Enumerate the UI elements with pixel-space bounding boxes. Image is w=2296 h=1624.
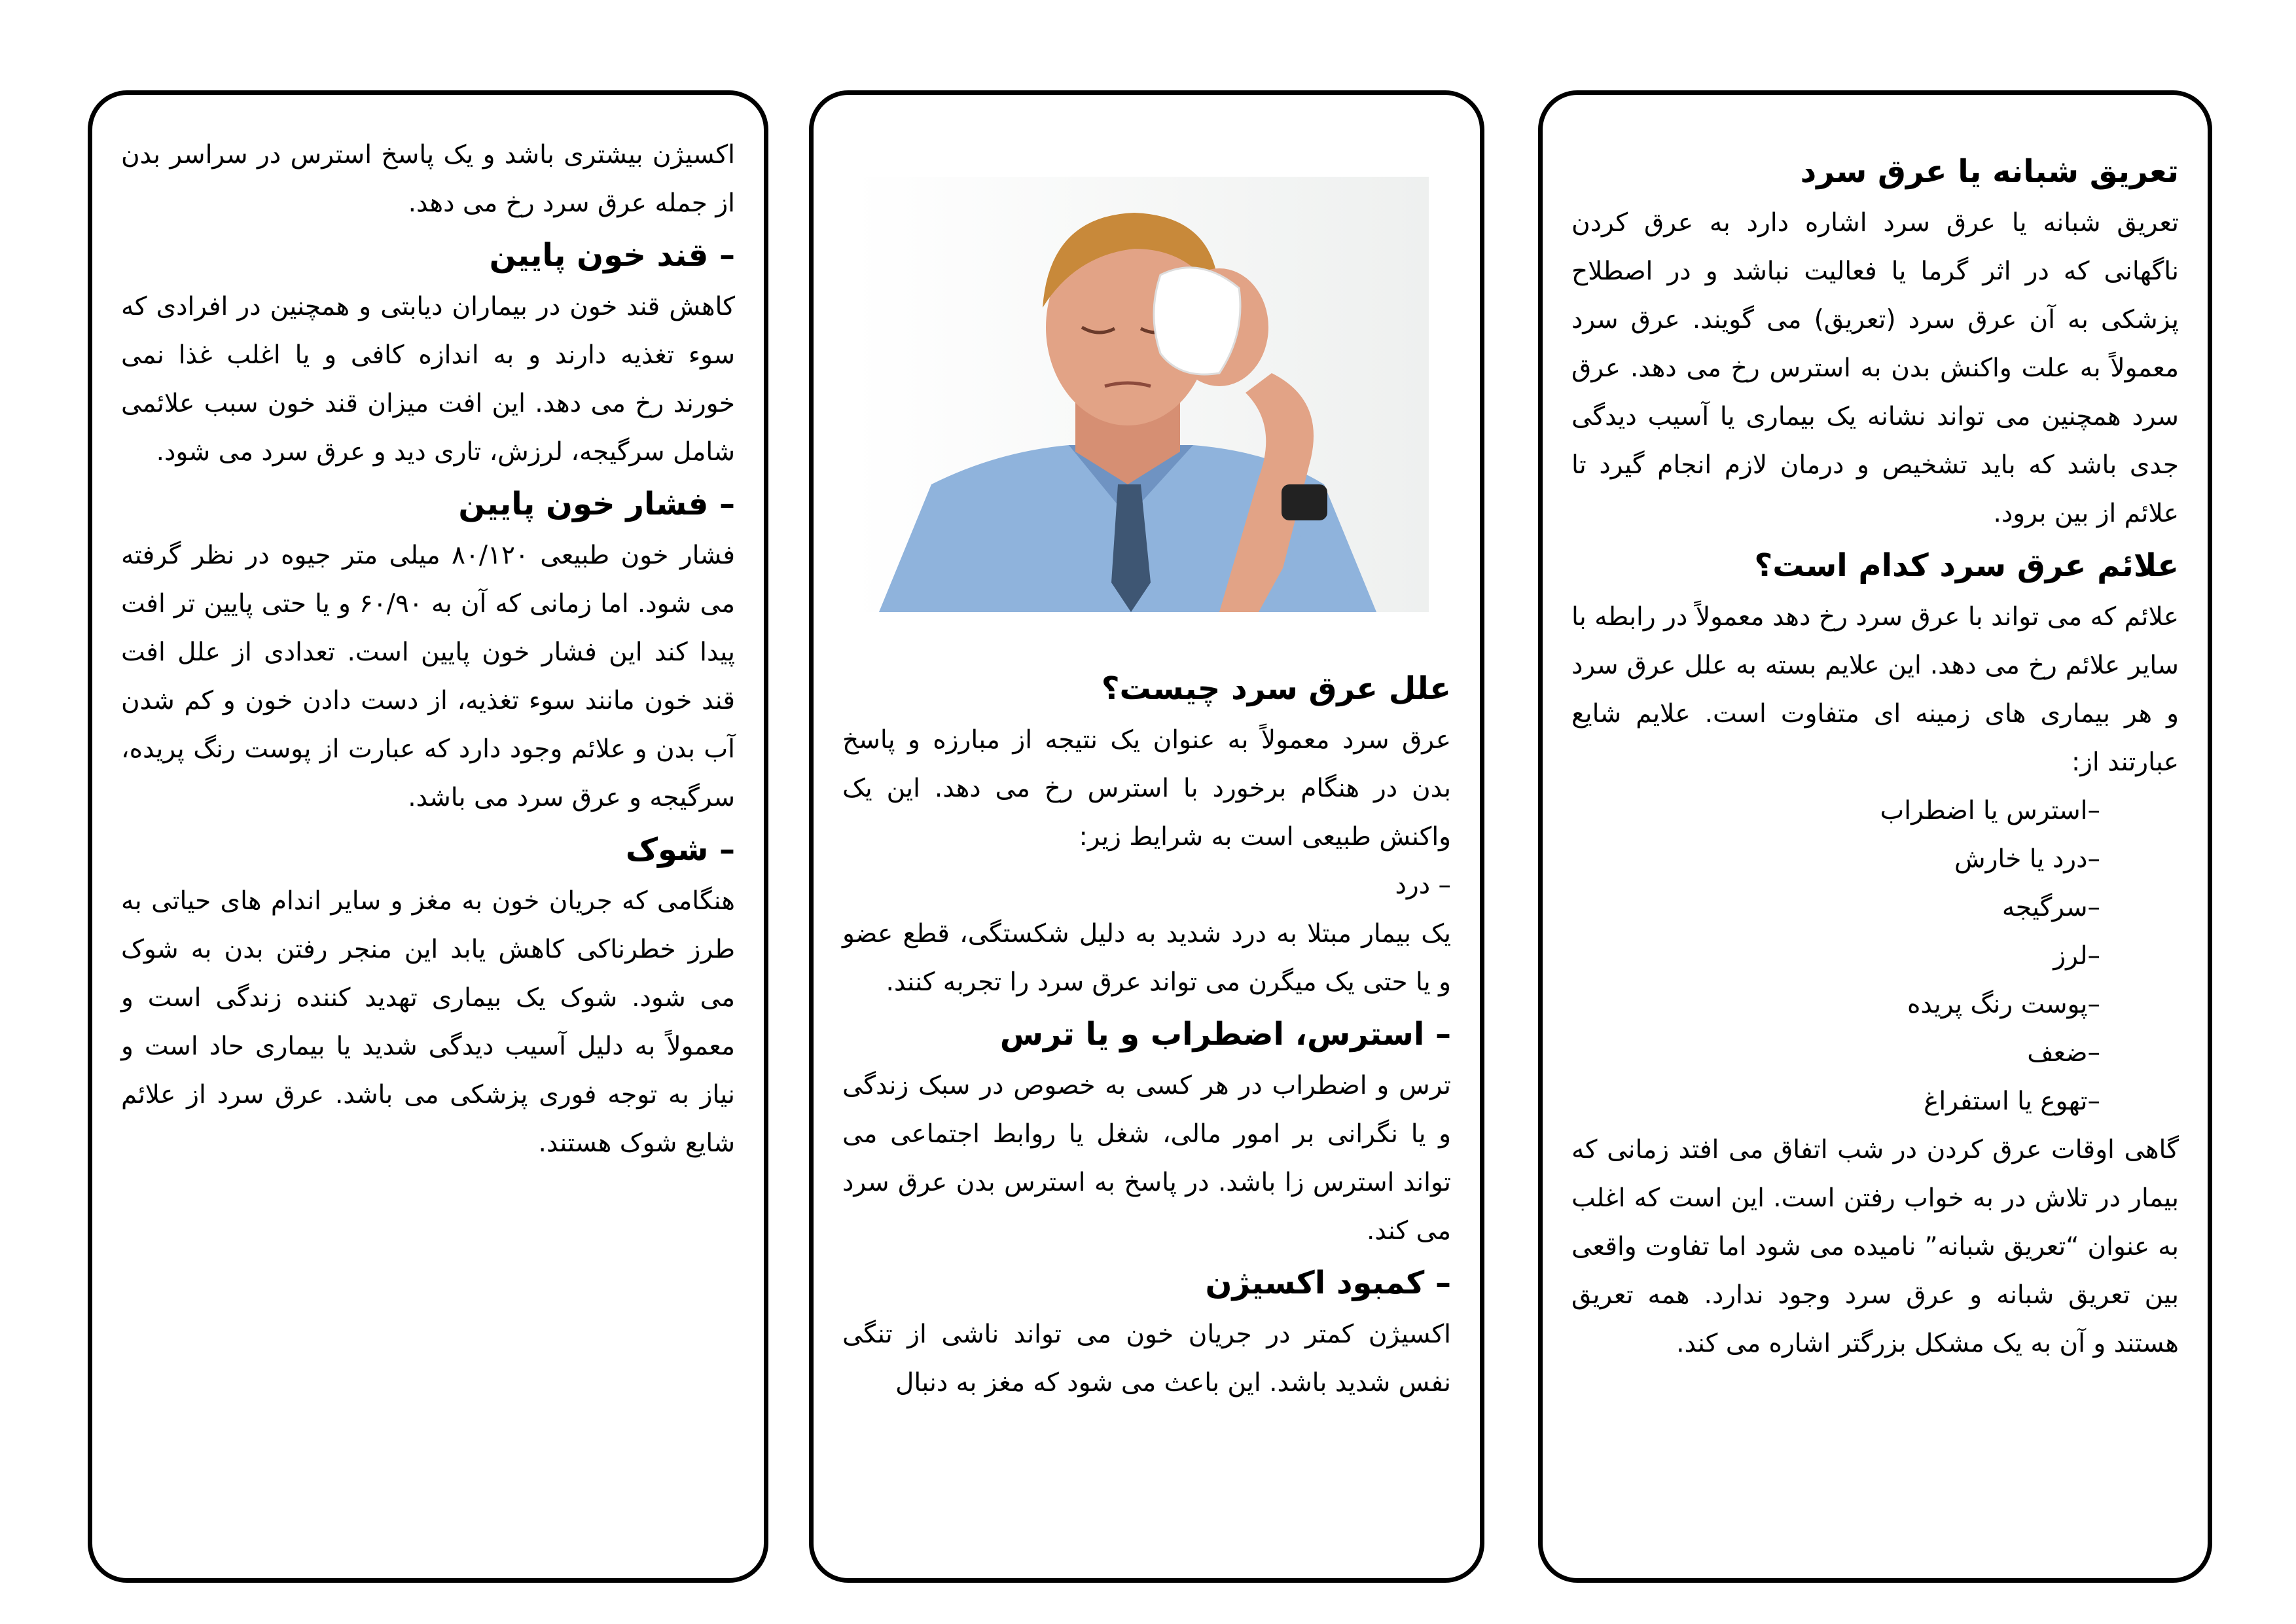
middle-column-panel xyxy=(809,90,1484,1583)
list-item: –ضعف xyxy=(2027,1038,2100,1068)
paragraph-stress: ترس و اضطراب در هر کسی به خصوص در سبک زندگی و یا نگرانی بر امور مالی، شغل یا روابط اجتماعی می تواند استرس زا باشد. در پاسخ به استرس بدن عرق سرد می کند. xyxy=(842,1071,1451,1246)
paragraph-night-sweating: گاهی اوقات عرق کردن در شب اتفاق می افتد زمانی که بیمار در تلاش در به خواب رفتن است. این است که اغلب به عنوان “تعریق شبانه” نامیده می شود اما تفاوت واقعی بین تعریق شبانه و عرق سرد وجود ندارد. همه تعریق هستند و آن به یک مشکل بزرگتر اشاره می کند. xyxy=(1571,1135,2179,1358)
paragraph-low-blood-sugar: کاهش قند خون در بیماران دیابتی و همچنین در افرادی که سوء تغذیه دارند و به اندازه کافی و یا اغلب غذا نمی خورند رخ می دهد. این افت میزان قند خون سبب علائمی شامل سرگیجه، لرزش، تاری دید و عرق سرد می شود. xyxy=(121,292,735,467)
left-column-panel xyxy=(88,90,768,1583)
heading-low-blood-pressure: – فشار خون پایین xyxy=(458,486,735,522)
paragraph-pain: یک بیمار مبتلا به درد شدید به دلیل شکستگی، قطع عضو و یا حتی یک میگرن می تواند عرق سرد را تجربه کنند. xyxy=(842,919,1451,997)
paragraph-low-blood-pressure: فشار خون طبیعی ۸۰/۱۲۰ میلی متر جیوه در نظر گرفته می شود. اما زمانی که آن به ۶۰/۹۰ و یا حتی پایین تر افت پیدا کند این فشار خون پایین است. تعدادی از علل افت قند خون مانند سوء تغذیه، از دست دادن خون و کم شدن آب بدن و علائم وجود دارد که عبارت از پوست رنگ پریده، سرگیجه و عرق سرد می باشد. xyxy=(121,541,735,812)
right-column-panel xyxy=(1538,90,2212,1583)
left-column-content xyxy=(121,131,735,1168)
list-item: –پوست رنگ پریده xyxy=(1907,990,2100,1019)
heading-oxygen-deficiency: – کمبود اکسیژن xyxy=(1205,1265,1451,1301)
heading-shock: – شوک xyxy=(625,831,735,868)
paragraph-symptoms-intro: علائم که می تواند با عرق سرد رخ دهد معمولاً در رابطه با سایر علائم رخ می دهد. این علایم بسته به علل عرق سرد و هر بیماری های زمینه ای متفاوت است. علایم شایع عبارتند از: xyxy=(1571,602,2179,777)
list-item: –سرگیجه xyxy=(2001,893,2100,922)
paragraph-night-sweats-intro: تعریق شبانه یا عرق سرد اشاره دارد به عرق کردن ناگهانی که در اثر گرما یا فعالیت نباشد و در اصطلاح پزشکی به آن عرق سرد (تعریق) می گویند. عرق سرد معمولاً به علت واکنش بدن به استرس رخ می دهد. عرق سرد همچنین می تواند نشانه یک بیماری یا آسیب دیدگی جدی باشد که باید تشخیص و درمان لازم انجام گیرد تا علائم از بین برود. xyxy=(1571,208,2179,528)
heading-stress-anxiety-fear: – استرس، اضطراب و یا ترس xyxy=(999,1016,1451,1053)
middle-column-content xyxy=(842,661,1451,1407)
list-item: –استرس یا اضطراب xyxy=(1880,796,2100,825)
paragraph-oxygen-continued: اکسیژن بیشتری باشد و یک پاسخ استرس در سراسر بدن از جمله عرق سرد رخ می دهد. xyxy=(121,140,735,218)
man-wiping-forehead-photo xyxy=(853,177,1429,612)
symptoms-list xyxy=(1571,787,2179,1126)
list-item: –تهوع یا استفراغ xyxy=(1924,1087,2100,1116)
list-item: –لرز xyxy=(2053,941,2100,971)
heading-night-sweats: تعریق شبانه یا عرق سرد xyxy=(1800,153,2179,190)
right-column-content xyxy=(1571,144,2179,1368)
list-item: –درد یا خارش xyxy=(1954,844,2100,874)
paragraph-causes-intro: عرق سرد معمولاً به عنوان یک نتیجه از مبارزه و پاسخ بدن در هنگام برخورد با استرس رخ می دهد. این یک واکنش طبیعی است به شرایط زیر: xyxy=(842,725,1451,852)
heading-low-blood-sugar: – قند خون پایین xyxy=(489,237,735,274)
heading-symptoms: علائم عرق سرد کدام است؟ xyxy=(1754,547,2179,584)
paragraph-oxygen: اکسیژن کمتر در جریان خون می تواند ناشی از تنگی نفس شدید باشد. این باعث می شود که مغز به دنبال xyxy=(842,1320,1451,1398)
paragraph-shock: هنگامی که جریان خون به مغز و سایر اندام های حیاتی به طرز خطرناکی کاهش یابد این منجر رفتن بدن به شوک می شود. شوک یک بیماری تهدید کننده زندگی است و معمولاً به دلیل آسیب دیدگی شدید یا بیماری حاد است و نیاز به توجه فوری پزشکی می باشد. عرق سرد از علائم شایع شوک هستند. xyxy=(121,886,735,1158)
heading-causes: علل عرق سرد چیست؟ xyxy=(1101,670,1451,707)
label-pain: – درد xyxy=(1395,871,1451,900)
